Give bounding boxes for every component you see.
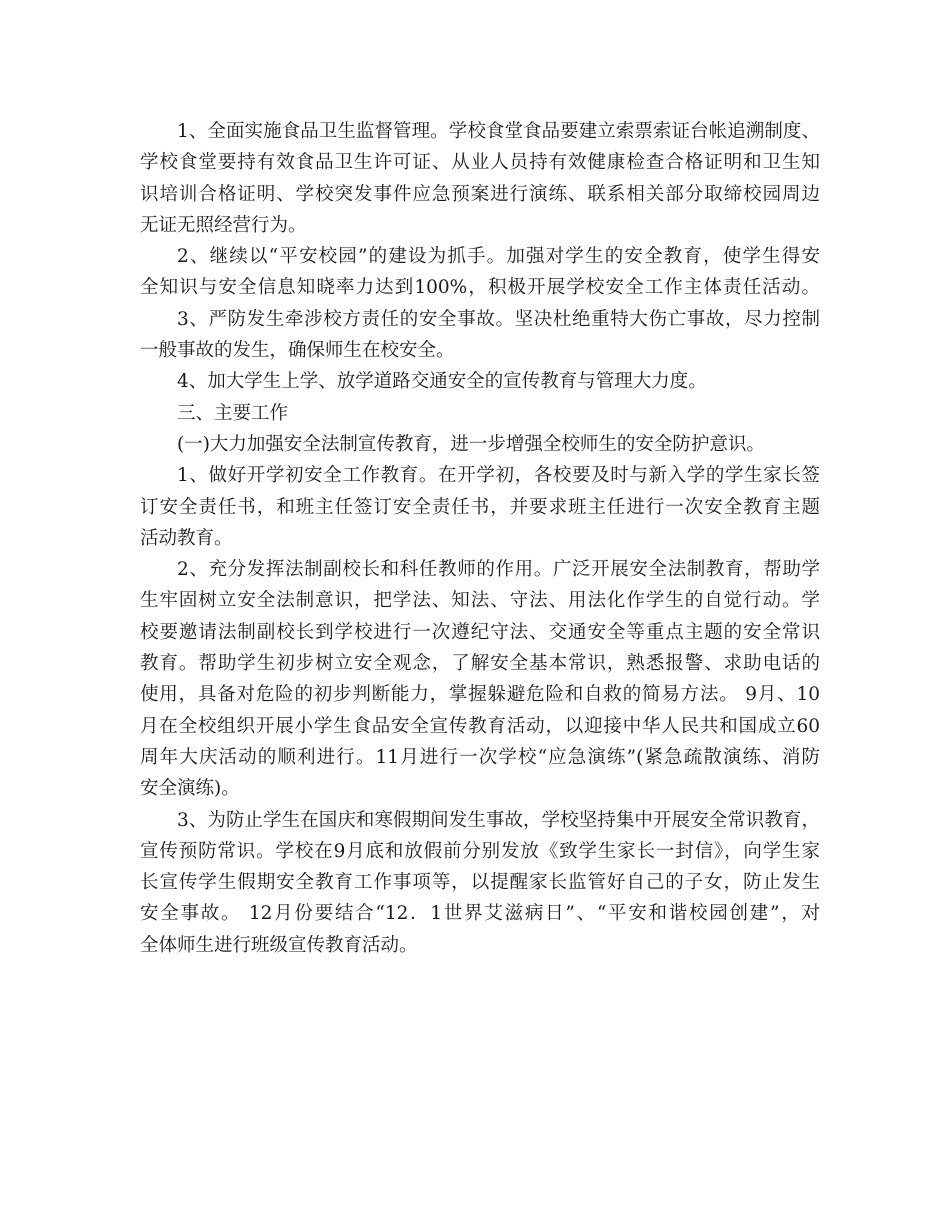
paragraph-line: 使用，具备对危险的初步判断能力，掌握躲避危险和自救的简易方法。 9月、10 [140,684,820,706]
paragraph-line: 生牢固树立安全法制意识，把学法、知法、守法、用法化作学生的自觉行动。学 [140,590,820,612]
paragraph-line: 月在全校组织开展小学生食品安全宣传教育活动，以迎接中华人民共和国成立60 [140,715,820,737]
subsection-heading: (一)大力加强安全法制宣传教育，进一步增强全校师生的安全防护意识。 [177,433,765,455]
paragraph-line: 学校食堂要持有效食品卫生许可证、从业人员持有效健康检查合格证明和卫生知 [140,152,820,174]
paragraph-line: 校要邀请法制副校长到学校进行一次遵纪守法、交通安全等重点主题的安全常识 [140,621,820,643]
paragraph-line: 2、继续以“平安校园”的建设为抓手。加强对学生的安全教育，使学生得安 [177,246,820,268]
paragraph-line: 4、加大学生上学、放学道路交通安全的宣传教育与管理大力度。 [177,371,707,393]
paragraph-line: 一般事故的发生，确保师生在校安全。 [140,340,455,362]
paragraph-line: 3、严防发生牵涉校方责任的安全事故。坚决杜绝重特大伤亡事故，尽力控制 [177,308,820,330]
paragraph-line: 订安全责任书，和班主任签订安全责任书，并要求班主任进行一次安全教育主题 [140,496,820,518]
paragraph-line: 全体师生进行班级宣传教育活动。 [140,934,418,956]
paragraph-line: 教育。帮助学生初步树立安全观念，了解安全基本常识，熟悉报警、求助电话的 [140,653,820,675]
paragraph-line: 识培训合格证明、学校突发事件应急预案进行演练、联系相关部分取缔校园周边 [140,183,820,205]
paragraph-line: 1、做好开学初安全工作教育。在开学初，各校要及时与新入学的学生家长签 [177,465,820,487]
section-heading: 三、主要工作 [177,402,289,424]
paragraph-line: 安全演练)。 [140,778,240,800]
paragraph-line: 宣传预防常识。学校在9月底和放假前分别发放《致学生家长一封信》，向学生家 [140,840,820,862]
paragraph-line: 周年大庆活动的顺利进行。11月进行一次学校“应急演练”(紧急疏散演练、消防 [140,746,820,768]
paragraph-line: 活动教育。 [140,527,233,549]
paragraph-line: 长宣传学生假期安全教育工作事项等，以提醒家长监管好自己的子女，防止发生 [140,872,820,894]
paragraph-line: 3、为防止学生在国庆和寒假期间发生事故，学校坚持集中开展安全常识教育， [177,809,820,831]
paragraph-line: 全知识与安全信息知晓率力达到100%，积极开展学校安全工作主体责任活动。 [140,277,820,299]
document-body [140,116,820,961]
paragraph-line: 1、全面实施食品卫生监督管理。学校食堂食品要建立索票索证台帐追溯制度、 [177,121,820,142]
paragraph-line: 2、充分发挥法制副校长和科任教师的作用。广泛开展安全法制教育，帮助学 [177,559,820,581]
paragraph-line: 安全事故。 12月份要结合“12．1世界艾滋病日”、“平安和谐校园创建”，对 [140,903,820,925]
paragraph-line: 无证无照经营行为。 [140,214,307,236]
